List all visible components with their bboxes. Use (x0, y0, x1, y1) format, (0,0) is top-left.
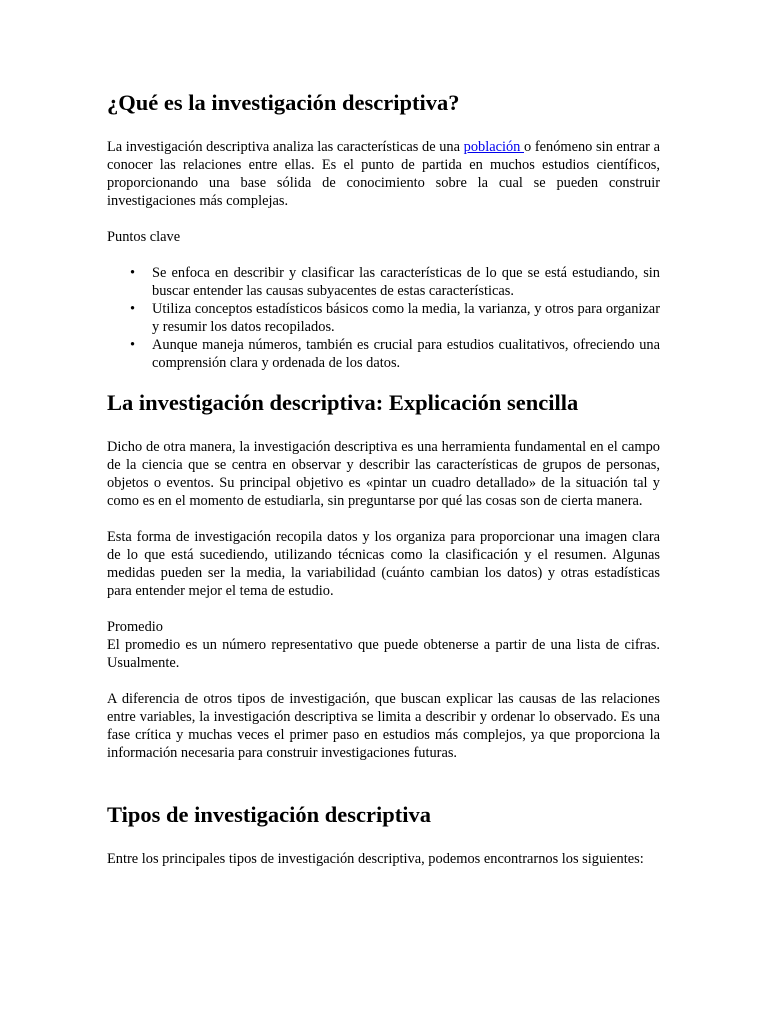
bullet-icon: • (130, 337, 136, 353)
intro-text-after-link: o fenómeno sin entrar a conocer las relaciones entre ellas. Es el punto de partida en muchos estudios científicos, proporcionando una base sólida de conocimiento sobre la cual se pueden construir investigaciones más complejas. (107, 139, 660, 209)
intro-paragraph (107, 138, 660, 210)
intro-text-before-link: La investigación descriptiva analiza las características de una (107, 139, 464, 155)
poblacion-link[interactable]: población (463, 139, 524, 155)
promedio-paragraph: El promedio es un número representativo que puede obtenerse a partir de una lista de cifras. Usualmente. (107, 637, 660, 671)
list-item (130, 264, 660, 300)
body-paragraph: A diferencia de otros tipos de investigación, que buscan explicar las causas de las relaciones entre variables, la investigación descriptiva se limita a describir y ordenar lo observado. Es una fase crítica y muchas veces el primer paso en estudios más complejos, ya que proporciona la información necesaria para construir investigaciones futuras. (107, 691, 660, 761)
body-paragraph: Entre los principales tipos de investigación descriptiva, podemos encontrarnos los siguientes: (107, 851, 644, 867)
key-points-label: Puntos clave (107, 229, 181, 245)
section-heading-tipos: Tipos de investigación descriptiva (107, 802, 431, 827)
section-heading-explicacion: La investigación descriptiva: Explicación sencilla (107, 390, 579, 415)
key-points-list (107, 264, 660, 372)
body-paragraph: Esta forma de investigación recopila datos y los organiza para proporcionar una imagen clara de lo que está sucediendo, utilizando técnicas como la clasificación y el resumen. Algunas medidas pueden ser la media, la variabilidad (cuánto cambian los datos) y otras estadísticas para entender mejor el tema de estudio. (107, 529, 660, 599)
list-item-text: Aunque maneja números, también es crucial para estudios cualitativos, ofreciendo una comprensión clara y ordenada de los datos. (152, 337, 660, 371)
document-page (107, 88, 660, 868)
list-item (130, 300, 660, 336)
bullet-icon: • (130, 301, 136, 317)
list-item-text: Se enfoca en describir y clasificar las características de lo que se está estudiando, sin buscar entender las causas subyacentes de estas características. (152, 265, 660, 299)
promedio-label: Promedio (107, 619, 163, 635)
list-item (130, 336, 660, 372)
section-heading-que-es: ¿Qué es la investigación descriptiva? (107, 90, 460, 115)
body-paragraph: Dicho de otra manera, la investigación descriptiva es una herramienta fundamental en el campo de la ciencia que se centra en observar y describir las características de grupos de personas, objetos o eventos. Su principal objetivo es «pintar un cuadro detallado» de la situación tal y como es en el momento de estudiarla, sin preguntarse por qué las cosas son de cierta manera. (107, 439, 660, 509)
list-item-text: Utiliza conceptos estadísticos básicos como la media, la varianza, y otros para organizar y resumir los datos recopilados. (152, 301, 660, 335)
bullet-icon: • (130, 265, 136, 281)
